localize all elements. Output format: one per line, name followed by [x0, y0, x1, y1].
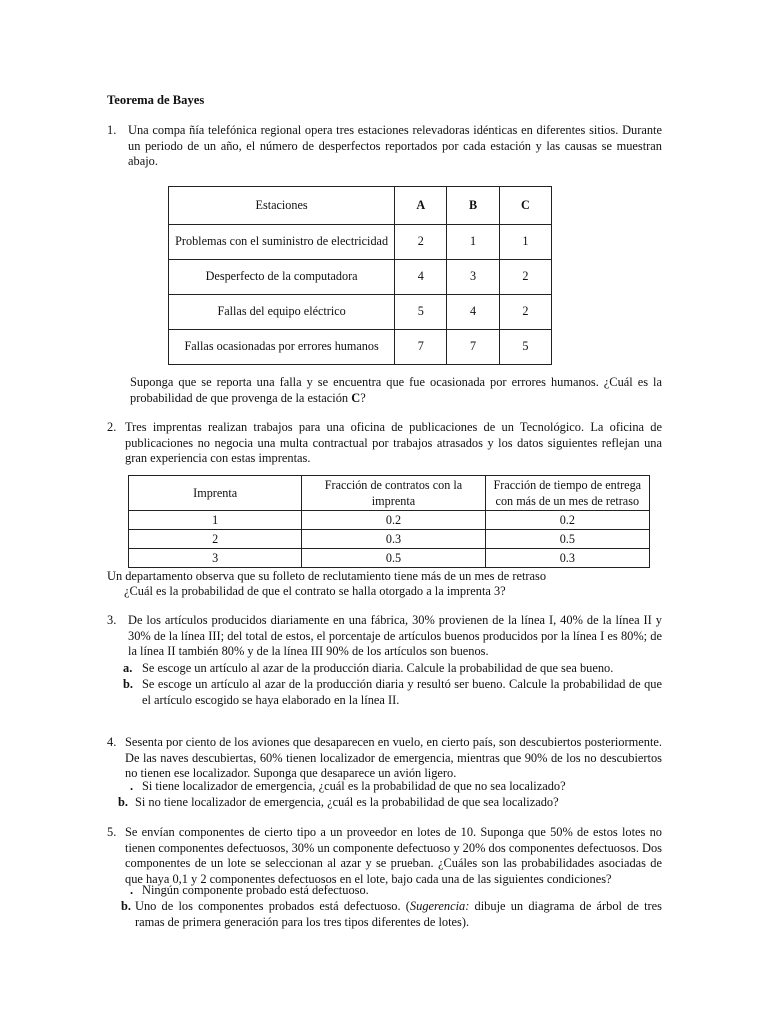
table-cell: 0.5	[485, 530, 649, 549]
table-cell: 4	[447, 295, 499, 330]
table-header-cell: Estaciones	[169, 187, 395, 225]
table-cell: 1	[447, 225, 499, 260]
table-header-cell: Imprenta	[129, 476, 302, 511]
printers-table	[128, 475, 650, 568]
table-cell: 1	[499, 225, 551, 260]
document-title: Teorema de Bayes	[107, 93, 205, 107]
table-cell: 4	[395, 260, 447, 295]
table-header-row	[169, 187, 552, 225]
table-cell: 5	[395, 295, 447, 330]
problem-4-a-label: .	[130, 779, 134, 793]
table-cell: 3	[129, 549, 302, 568]
question-text: Suponga que se reporta una falla y se encuentra que fue ocasionada por errores humanos. ¿Cuál es la probabilidad de que provenga de la estación	[130, 375, 662, 405]
problem-1-question	[130, 375, 662, 406]
table-cell: 0.2	[302, 511, 485, 530]
table-header-cell: B	[447, 187, 499, 225]
table-row	[129, 530, 650, 549]
problem-3-a-text: Se escoge un artículo al azar de la producción diaria. Calcule la probabilidad de que sea bueno.	[142, 661, 614, 675]
table-row	[169, 295, 552, 330]
table-cell: Desperfecto de la computadora	[169, 260, 395, 295]
table-cell: 5	[499, 330, 551, 365]
problem-5-a-text: Ningún componente probado está defectuoso.	[142, 883, 369, 897]
problem-2-text: Tres imprentas realizan trabajos para una oficina de publicaciones de un Tecnológico. La oficina de publicaciones no negocia una multa contractual por trabajos atrasados y los datos siguientes reflejan una gran experiencia con estas imprentas.	[125, 420, 662, 465]
problem-5-text: Se envían componentes de cierto tipo a un proveedor en lotes de 10. Suponga que 50% de estos lotes no tienen componentes defectuosos, 30% un componente defectuoso y 20% dos componentes defectuosos. Dos componentes de un lote se seleccionan al azar y se prueban. ¿Cuáles son las probabilidades asociadas de que haya 0,1 y 2 componentes defectuosos en el lote, bajo cada una de las siguientes condiciones?	[125, 825, 662, 886]
table-row	[129, 511, 650, 530]
problem-3-text: De los artículos producidos diariamente en una fábrica, 30% provienen de la línea I, 40% de la línea II y 30% de la línea III; del total de estos, el porcentaje de artículos buenos producidos por la línea I es 80%; de la línea II también 80% y de la línea III 90% de los artículos son buenos.	[128, 613, 662, 658]
problem-1-number: 1.	[107, 123, 117, 137]
table-cell: 2	[499, 295, 551, 330]
problem-4-b-text: Si no tiene localizador de emergencia, ¿cuál es la probabilidad de que sea localizado?	[135, 795, 559, 809]
table-cell: 2	[499, 260, 551, 295]
table-cell: 0.3	[485, 549, 649, 568]
table-header-row	[129, 476, 650, 511]
problem-2-note: Un departamento observa que su folleto de reclutamiento tiene más de un mes de retraso	[107, 569, 547, 583]
table-cell: 3	[447, 260, 499, 295]
table-header-cell: Fracción de contratos con la imprenta	[302, 476, 485, 511]
problem-4-number: 4.	[107, 735, 117, 749]
problem-3-a-label: a.	[123, 661, 133, 675]
table-header-cell: A	[395, 187, 447, 225]
table-row	[169, 225, 552, 260]
b-text-part1: Uno de los componentes probados está defectuoso. (	[135, 899, 410, 913]
problem-2-number: 2.	[107, 420, 117, 434]
table-cell: 7	[395, 330, 447, 365]
problem-4-b-label: b.	[118, 795, 128, 809]
table-cell: 0.5	[302, 549, 485, 568]
problem-4-text: Sesenta por ciento de los aviones que desaparecen en vuelo, en cierto país, son descubiertos posteriormente. De las naves descubiertas, 60% tienen localizador de emergencia, mientras que 90% de los no descubiertos no tienen ese localizador. Suponga que desaparece un avión ligero.	[125, 735, 662, 780]
stations-table	[168, 186, 552, 365]
table-row	[169, 260, 552, 295]
b-text-hint: Sugerencia:	[409, 899, 470, 913]
problem-5-b-label: b.	[121, 899, 131, 913]
table-cell: Fallas ocasionadas por errores humanos	[169, 330, 395, 365]
table-cell: 0.3	[302, 530, 485, 549]
problem-5-a-label: .	[130, 883, 134, 897]
table-row	[129, 549, 650, 568]
table-cell: 2	[129, 530, 302, 549]
table-header-cell: C	[499, 187, 551, 225]
problem-5-b-text	[135, 899, 662, 930]
table-cell: Fallas del equipo eléctrico	[169, 295, 395, 330]
table-row	[169, 330, 552, 365]
problem-2-question: ¿Cuál es la probabilidad de que el contrato se halla otorgado a la imprenta 3?	[124, 584, 506, 598]
station-label: C	[351, 390, 361, 405]
problem-1-text: Una compa ñía telefónica regional opera tres estaciones relevadoras idénticas en diferentes sitios. Durante un periodo de un año, el número de desperfectos reportados por cada estación y las causas se muestran abajo.	[128, 123, 662, 168]
table-cell: 0.2	[485, 511, 649, 530]
table-header-cell: Fracción de tiempo de entrega con más de un mes de retraso	[485, 476, 649, 511]
problem-5-number: 5.	[107, 825, 117, 839]
table-cell: Problemas con el suministro de electricidad	[169, 225, 395, 260]
table-cell: 2	[395, 225, 447, 260]
problem-4-a-text: Si tiene localizador de emergencia, ¿cuál es la probabilidad de que no sea localizado?	[142, 779, 566, 793]
table-cell: 1	[129, 511, 302, 530]
problem-3-b-text: Se escoge un artículo al azar de la producción diaria y resultó ser bueno. Calcule la probabilidad de que el artículo escogido se haya elaborado en la línea II.	[142, 677, 662, 707]
table-cell: 7	[447, 330, 499, 365]
problem-3-number: 3.	[107, 613, 117, 627]
problem-3-b-label: b.	[123, 677, 133, 691]
b-text-part2: dibuje un diagrama de árbol de tres ramas de primera generación para los tres tipos diferentes de lotes).	[135, 899, 662, 929]
question-mark: ?	[360, 390, 366, 405]
